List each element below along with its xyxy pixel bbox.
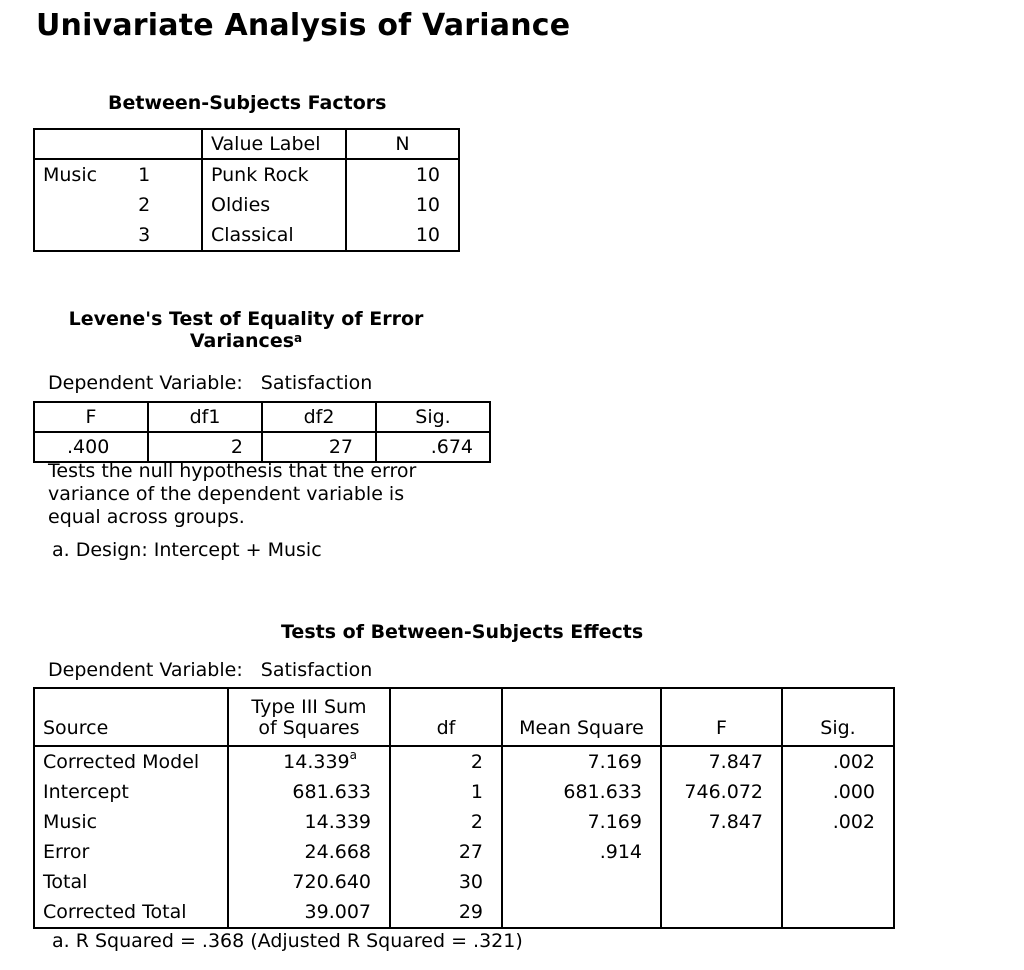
levene-caption-line2: Variances xyxy=(189,330,295,352)
levene-header-df2: df2 xyxy=(262,402,376,432)
effects-header-sig: Sig. xyxy=(782,688,894,746)
levene-note-line2: variance of the dependent variable is xyxy=(48,483,405,505)
bsf-header-value-label: Value Label xyxy=(202,129,346,159)
table-row xyxy=(34,897,894,928)
table-row xyxy=(34,190,459,220)
table-row xyxy=(34,777,894,807)
levene-caption xyxy=(60,308,432,352)
bsf-label: Punk Rock xyxy=(202,159,346,190)
effects-sig xyxy=(782,837,894,867)
effects-ms: 681.633 xyxy=(502,777,661,807)
bsf-value: 1 xyxy=(138,164,151,186)
effects-header-f: F xyxy=(661,688,782,746)
effects-f: 746.072 xyxy=(661,777,782,807)
effects-dependent-variable xyxy=(48,659,372,681)
levene-df2-value: 27 xyxy=(262,432,376,462)
effects-f xyxy=(661,897,782,928)
bsf-value: 2 xyxy=(138,194,151,216)
effects-source: Corrected Total xyxy=(34,897,228,928)
effects-f: 7.847 xyxy=(661,807,782,837)
effects-ss: 24.668 xyxy=(228,837,390,867)
effects-header-df: df xyxy=(390,688,502,746)
effects-df: 30 xyxy=(390,867,502,897)
levene-df1-value: 2 xyxy=(148,432,262,462)
effects-ss: 681.633 xyxy=(228,777,390,807)
effects-sig xyxy=(782,897,894,928)
effects-ms: .914 xyxy=(502,837,661,867)
bsf-label: Oldies xyxy=(202,190,346,220)
table-row xyxy=(34,432,490,462)
effects-f xyxy=(661,837,782,867)
levene-f-value: .400 xyxy=(34,432,148,462)
effects-sig: .002 xyxy=(832,751,875,773)
bsf-factor-name: Music xyxy=(43,164,98,186)
effects-f xyxy=(661,867,782,897)
levene-caption-line1: Levene's Test of Equality of Error xyxy=(68,308,424,330)
bsf-header-blank xyxy=(34,129,202,159)
effects-header-source: Source xyxy=(34,688,228,746)
bsf-header-n: N xyxy=(346,129,459,159)
table-row xyxy=(34,746,894,777)
dependent-variable-value: Satisfaction xyxy=(260,372,373,394)
effects-ss: 720.640 xyxy=(228,867,390,897)
dependent-variable-label: Dependent Variable: xyxy=(48,372,243,394)
ss-value: 14.339 xyxy=(283,751,350,773)
levene-header-f: F xyxy=(34,402,148,432)
ss-header-line1: Type III Sum xyxy=(251,696,367,718)
bsf-n: 10 xyxy=(415,224,440,246)
effects-source: Intercept xyxy=(34,777,228,807)
effects-source: Corrected Model xyxy=(34,746,228,777)
effects-ms: 7.169 xyxy=(502,746,661,777)
effects-df: 2 xyxy=(390,807,502,837)
effects-ss xyxy=(228,746,390,777)
effects-header-ms: Mean Square xyxy=(502,688,661,746)
ss-header-line2: of Squares xyxy=(258,717,360,739)
effects-source: Error xyxy=(34,837,228,867)
levene-header-sig: Sig. xyxy=(376,402,490,432)
effects-ss: 39.007 xyxy=(228,897,390,928)
page-title: Univariate Analysis of Variance xyxy=(36,8,571,43)
levene-caption-sup: a xyxy=(294,331,303,345)
levene-footnote: a. Design: Intercept + Music xyxy=(52,539,322,561)
effects-df: 27 xyxy=(390,837,502,867)
effects-f: 7.847 xyxy=(661,746,782,777)
effects-ms xyxy=(502,897,661,928)
levene-header-df1: df1 xyxy=(148,402,262,432)
table-row xyxy=(34,807,894,837)
effects-sig xyxy=(782,867,894,897)
effects-table xyxy=(33,687,895,929)
effects-source: Total xyxy=(34,867,228,897)
levene-note-line1: Tests the null hypothesis that the error xyxy=(48,460,417,482)
effects-sig: .000 xyxy=(832,781,875,803)
table-row xyxy=(34,159,459,190)
levene-dependent-variable xyxy=(48,372,372,394)
levene-note xyxy=(48,460,416,529)
effects-footnote: a. R Squared = .368 (Adjusted R Squared = .321) xyxy=(52,930,523,952)
effects-df: 29 xyxy=(390,897,502,928)
table-row xyxy=(34,837,894,867)
effects-df: 1 xyxy=(390,777,502,807)
effects-sig: .002 xyxy=(832,811,875,833)
bsf-n: 10 xyxy=(415,164,440,186)
ss-footnote-marker: a xyxy=(349,748,357,762)
dependent-variable-value: Satisfaction xyxy=(260,659,373,681)
table-row xyxy=(34,220,459,251)
effects-source: Music xyxy=(34,807,228,837)
bsf-label: Classical xyxy=(202,220,346,251)
bsf-caption: Between-Subjects Factors xyxy=(108,92,387,114)
levene-sig-value: .674 xyxy=(430,436,473,458)
effects-header-ss xyxy=(228,688,390,746)
effects-ss: 14.339 xyxy=(228,807,390,837)
table-row xyxy=(34,867,894,897)
effects-ms: 7.169 xyxy=(502,807,661,837)
bsf-value: 3 xyxy=(138,224,151,246)
bsf-n: 10 xyxy=(415,194,440,216)
effects-ms xyxy=(502,867,661,897)
dependent-variable-label: Dependent Variable: xyxy=(48,659,243,681)
between-subjects-factors-table xyxy=(33,128,460,252)
effects-df: 2 xyxy=(390,746,502,777)
levene-table xyxy=(33,401,491,463)
effects-caption: Tests of Between-Subjects Effects xyxy=(281,621,644,643)
levene-note-line3: equal across groups. xyxy=(48,506,245,528)
